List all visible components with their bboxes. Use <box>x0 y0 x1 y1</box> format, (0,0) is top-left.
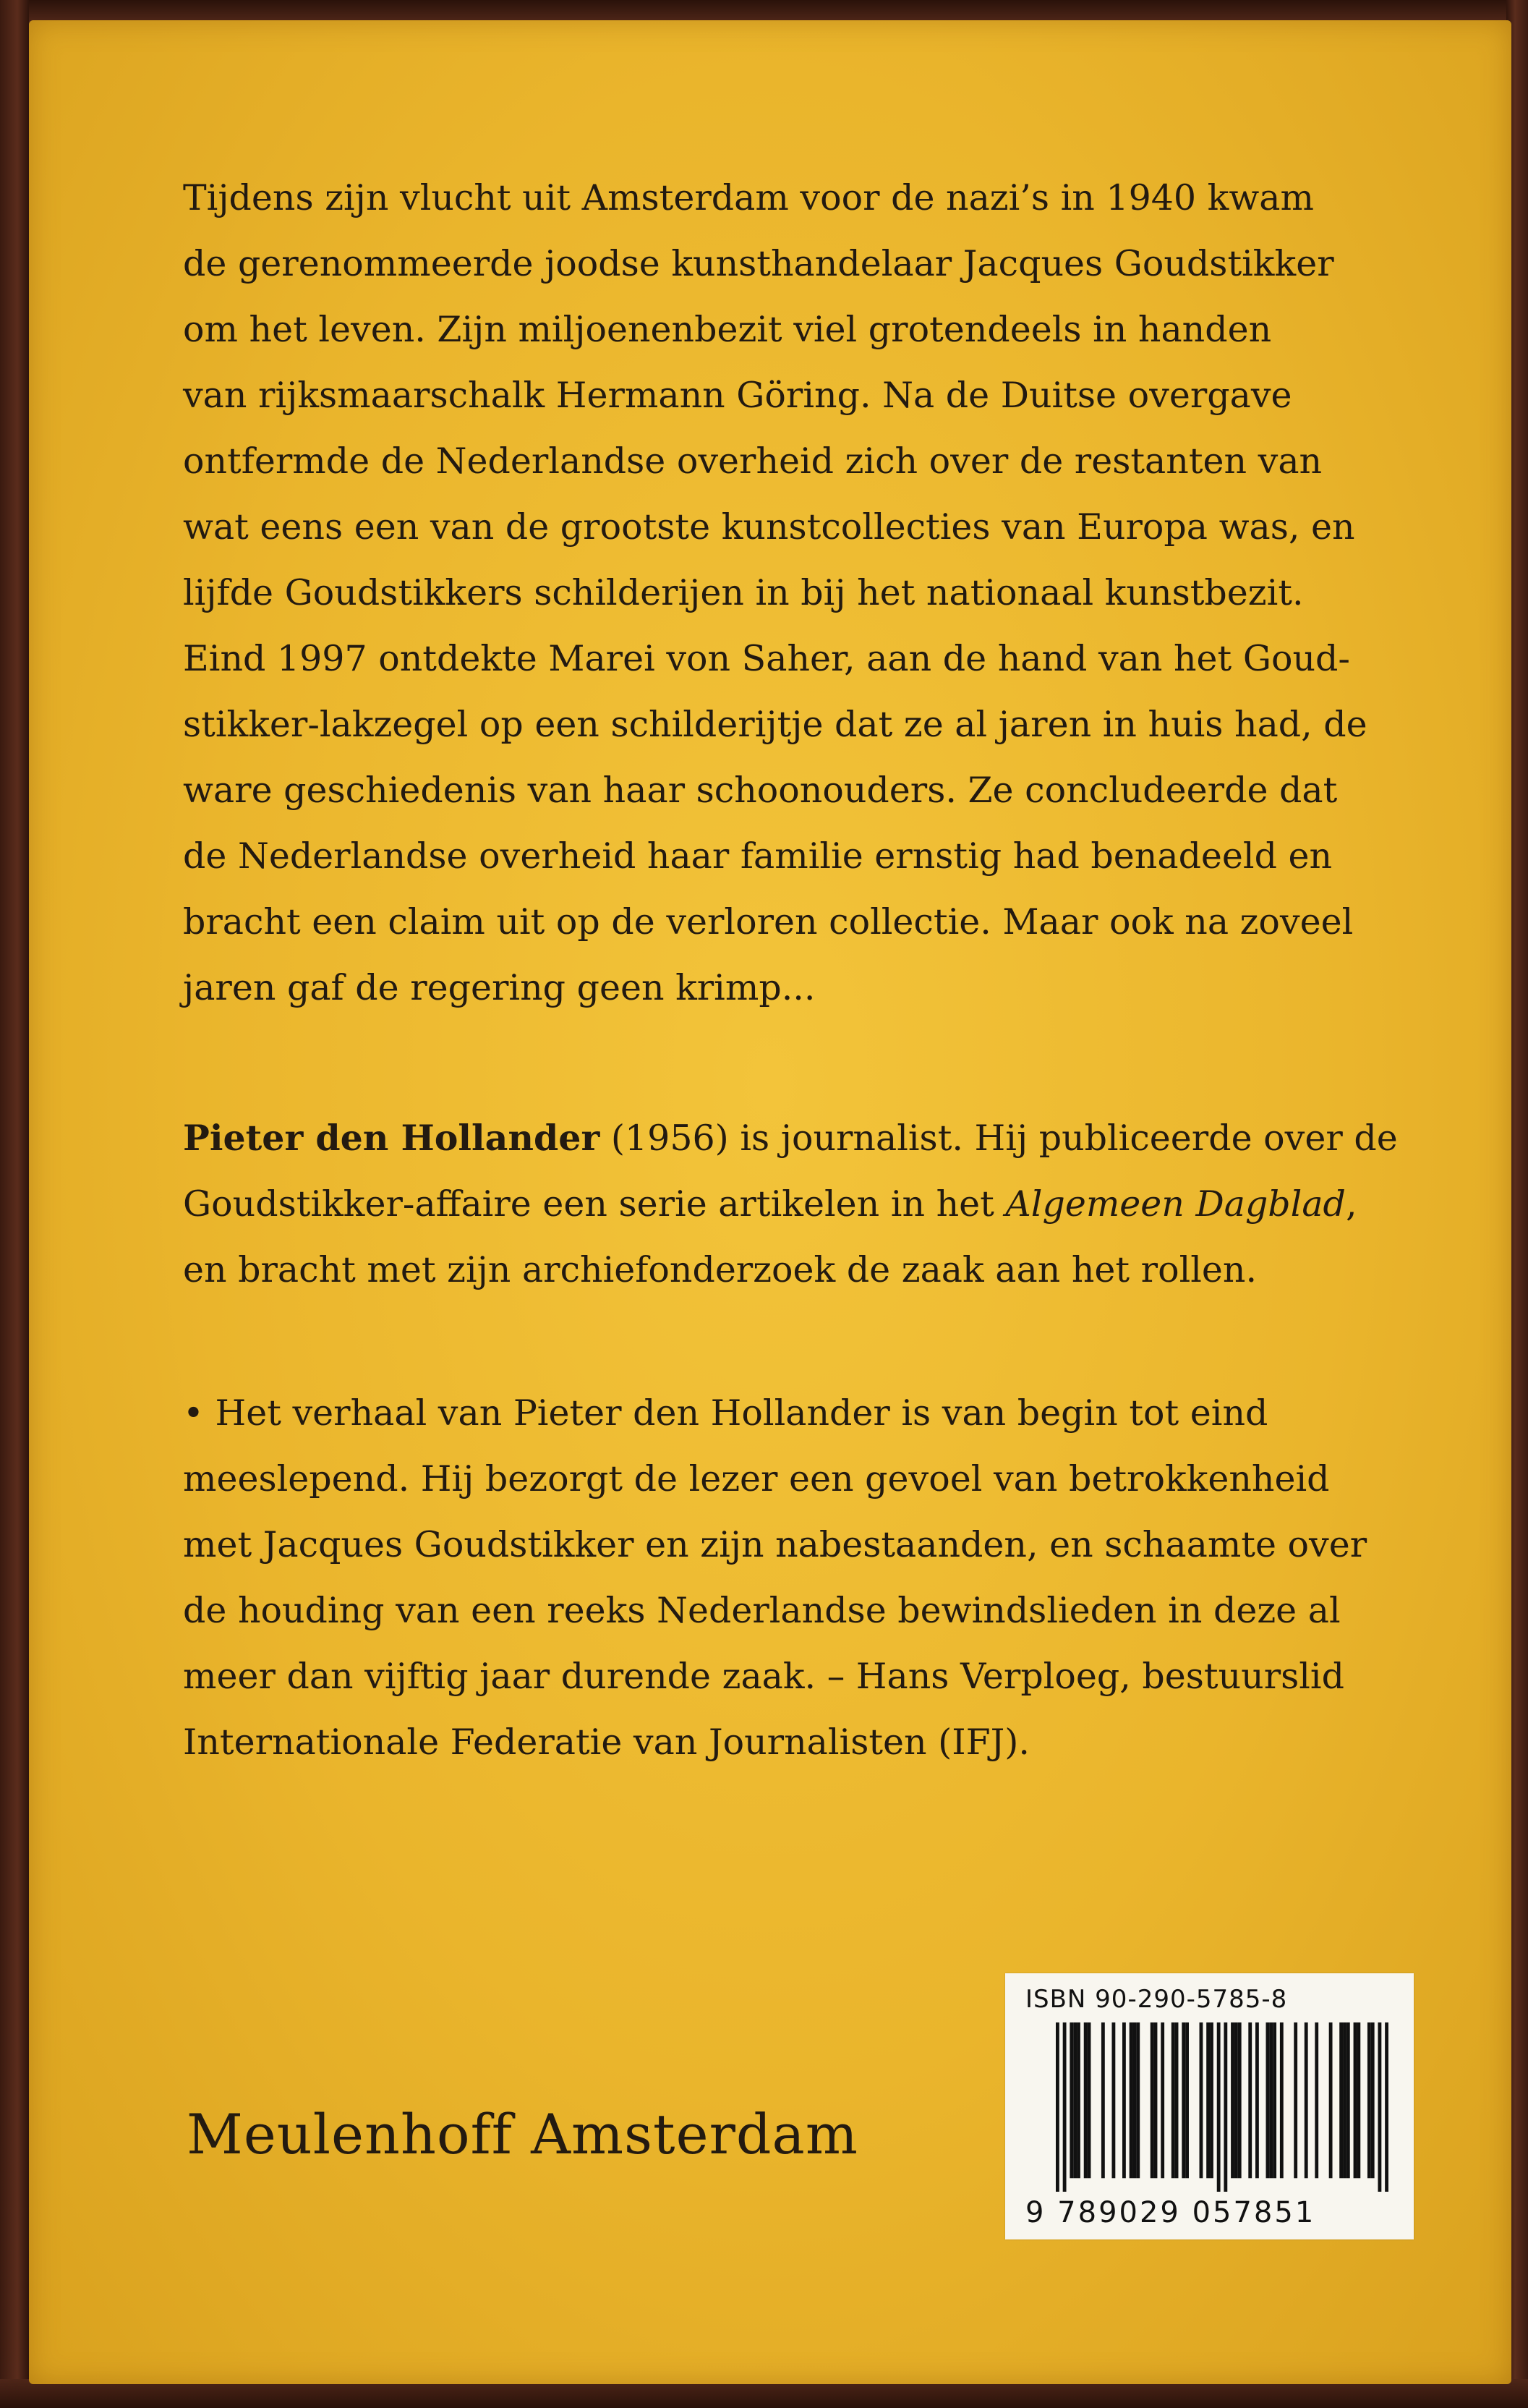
blurb-paragraph <box>183 165 1412 1021</box>
quote-line: met Jacques Goudstikker en zijn nabestaanden, en schaamte over <box>183 1524 1367 1565</box>
blurb-line: lijfde Goudstikkers schilderijen in bij het nationaal kunstbezit. <box>183 572 1304 613</box>
barcode-bar <box>1346 2022 1350 2178</box>
barcode-label <box>1005 1973 1414 2239</box>
barcode-bar <box>1070 2022 1073 2178</box>
ean-number: 9 789029 057851 <box>1025 2196 1316 2229</box>
barcode-bar <box>1101 2022 1105 2178</box>
barcode-bar <box>1248 2022 1252 2178</box>
quote-line: de houding van een reeks Nederlandse bewindslieden in deze al <box>183 1590 1341 1631</box>
barcode-bar <box>1385 2022 1388 2192</box>
barcode-bar <box>1269 2022 1273 2178</box>
barcode-bar <box>1161 2022 1164 2178</box>
blurb-line: bracht een claim uit op de verloren collectie. Maar ook na zoveel <box>183 901 1354 943</box>
author-bio-line <box>183 1105 1412 1171</box>
author-bio-text: (1956) is journalist. Hij publiceerde over de <box>599 1118 1398 1159</box>
barcode-bar <box>1084 2022 1088 2178</box>
author-name: Pieter den Hollander <box>183 1117 600 1159</box>
barcode-bars <box>1056 2022 1388 2192</box>
isbn-number: ISBN 90-290-5785-8 <box>1025 1985 1288 2014</box>
barcode-bar <box>1280 2022 1284 2178</box>
barcode-bar <box>1329 2022 1333 2178</box>
review-quote <box>183 1380 1412 1775</box>
barcode-bar <box>1130 2022 1133 2178</box>
barcode-bar <box>1206 2022 1210 2178</box>
barcode-bar <box>1367 2022 1371 2178</box>
quote-line: Internationale Federatie van Journalisten (IFJ). <box>183 1722 1030 1763</box>
quote-line: • Het verhaal van Pieter den Hollander is van begin tot eind <box>183 1392 1268 1434</box>
barcode-bar <box>1210 2022 1213 2178</box>
blurb-line: stikker-lakzegel op een schilderijtje dat ze al jaren in huis had, de <box>183 704 1367 745</box>
barcode-bar <box>1182 2022 1185 2178</box>
barcode-bar <box>1056 2022 1059 2192</box>
author-bio-line: en bracht met zijn archiefonderzoek de zaak aan het rollen. <box>183 1249 1258 1290</box>
barcode-bar <box>1238 2022 1242 2178</box>
blurb-line: van rijksmaarschalk Hermann Göring. Na de Duitse overgave <box>183 375 1292 416</box>
publisher-name: Meulenhoff Amsterdam <box>187 2102 858 2166</box>
barcode-bar <box>1171 2022 1175 2178</box>
barcode-bar <box>1378 2022 1381 2192</box>
barcode-bar <box>1185 2022 1189 2178</box>
barcode-bar <box>1133 2022 1137 2178</box>
barcode-bar <box>1175 2022 1179 2178</box>
barcode-bar <box>1224 2022 1227 2192</box>
barcode-bar <box>1273 2022 1276 2178</box>
newspaper-name: Algemeen Dagblad <box>1005 1183 1346 1225</box>
barcode-bar <box>1122 2022 1126 2178</box>
author-bio-line <box>183 1171 1412 1237</box>
barcode-bar <box>1154 2022 1158 2178</box>
barcode-bar <box>1315 2022 1318 2178</box>
barcode-bar <box>1255 2022 1259 2178</box>
blurb-line: jaren gaf de regering geen krimp... <box>183 967 816 1008</box>
barcode-bar <box>1088 2022 1091 2178</box>
author-bio-text: , <box>1345 1183 1357 1225</box>
quote-line: meeslepend. Hij bezorgt de lezer een gevoel van betrokkenheid <box>183 1458 1330 1499</box>
barcode-bar <box>1343 2022 1346 2178</box>
barcode-bar <box>1234 2022 1238 2178</box>
blurb-line: Tijdens zijn vlucht uit Amsterdam voor de nazi’s in 1940 kwam <box>183 177 1314 218</box>
quote-line: meer dan vijftig jaar durende zaak. – Hans Verploeg, bestuurslid <box>183 1656 1344 1697</box>
barcode-bar <box>1294 2022 1297 2178</box>
barcode-bar <box>1371 2022 1375 2178</box>
author-bio-text: Goudstikker-affaire een serie artikelen in het <box>183 1183 1006 1225</box>
barcode-bar <box>1151 2022 1154 2178</box>
book-back-cover <box>29 20 1511 2384</box>
table-surface-left <box>0 0 29 2408</box>
barcode-bar <box>1200 2022 1203 2178</box>
blurb-line: wat eens een van de grootste kunstcollecties van Europa was, en <box>183 506 1355 548</box>
barcode-bar <box>1266 2022 1270 2178</box>
blurb-line: ware geschiedenis van haar schoonouders. Ze concludeerde dat <box>183 770 1338 811</box>
barcode-bar <box>1136 2022 1140 2178</box>
barcode-bar <box>1339 2022 1343 2178</box>
barcode-bar <box>1073 2022 1077 2178</box>
barcode-bar <box>1354 2022 1357 2178</box>
blurb-line: Eind 1997 ontdekte Marei von Saher, aan de hand van het Goud- <box>183 638 1350 679</box>
barcode-bar <box>1357 2022 1360 2178</box>
blurb-line: de gerenommeerde joodse kunsthandelaar Jacques Goudstikker <box>183 243 1334 284</box>
table-surface-top <box>0 0 1528 22</box>
barcode-bar <box>1305 2022 1308 2178</box>
author-bio <box>183 1105 1412 1303</box>
blurb-line: ontfermde de Nederlandse overheid zich over de restanten van <box>183 441 1323 482</box>
barcode-bar <box>1231 2022 1234 2178</box>
barcode-bar <box>1077 2022 1080 2178</box>
barcode-bar <box>1111 2022 1115 2178</box>
barcode-bar <box>1063 2022 1067 2192</box>
blurb-line: om het leven. Zijn miljoenenbezit viel grotendeels in handen <box>183 309 1272 350</box>
blurb-line: de Nederlandse overheid haar familie ernstig had benadeeld en <box>183 835 1333 877</box>
barcode-bar <box>1217 2022 1221 2192</box>
